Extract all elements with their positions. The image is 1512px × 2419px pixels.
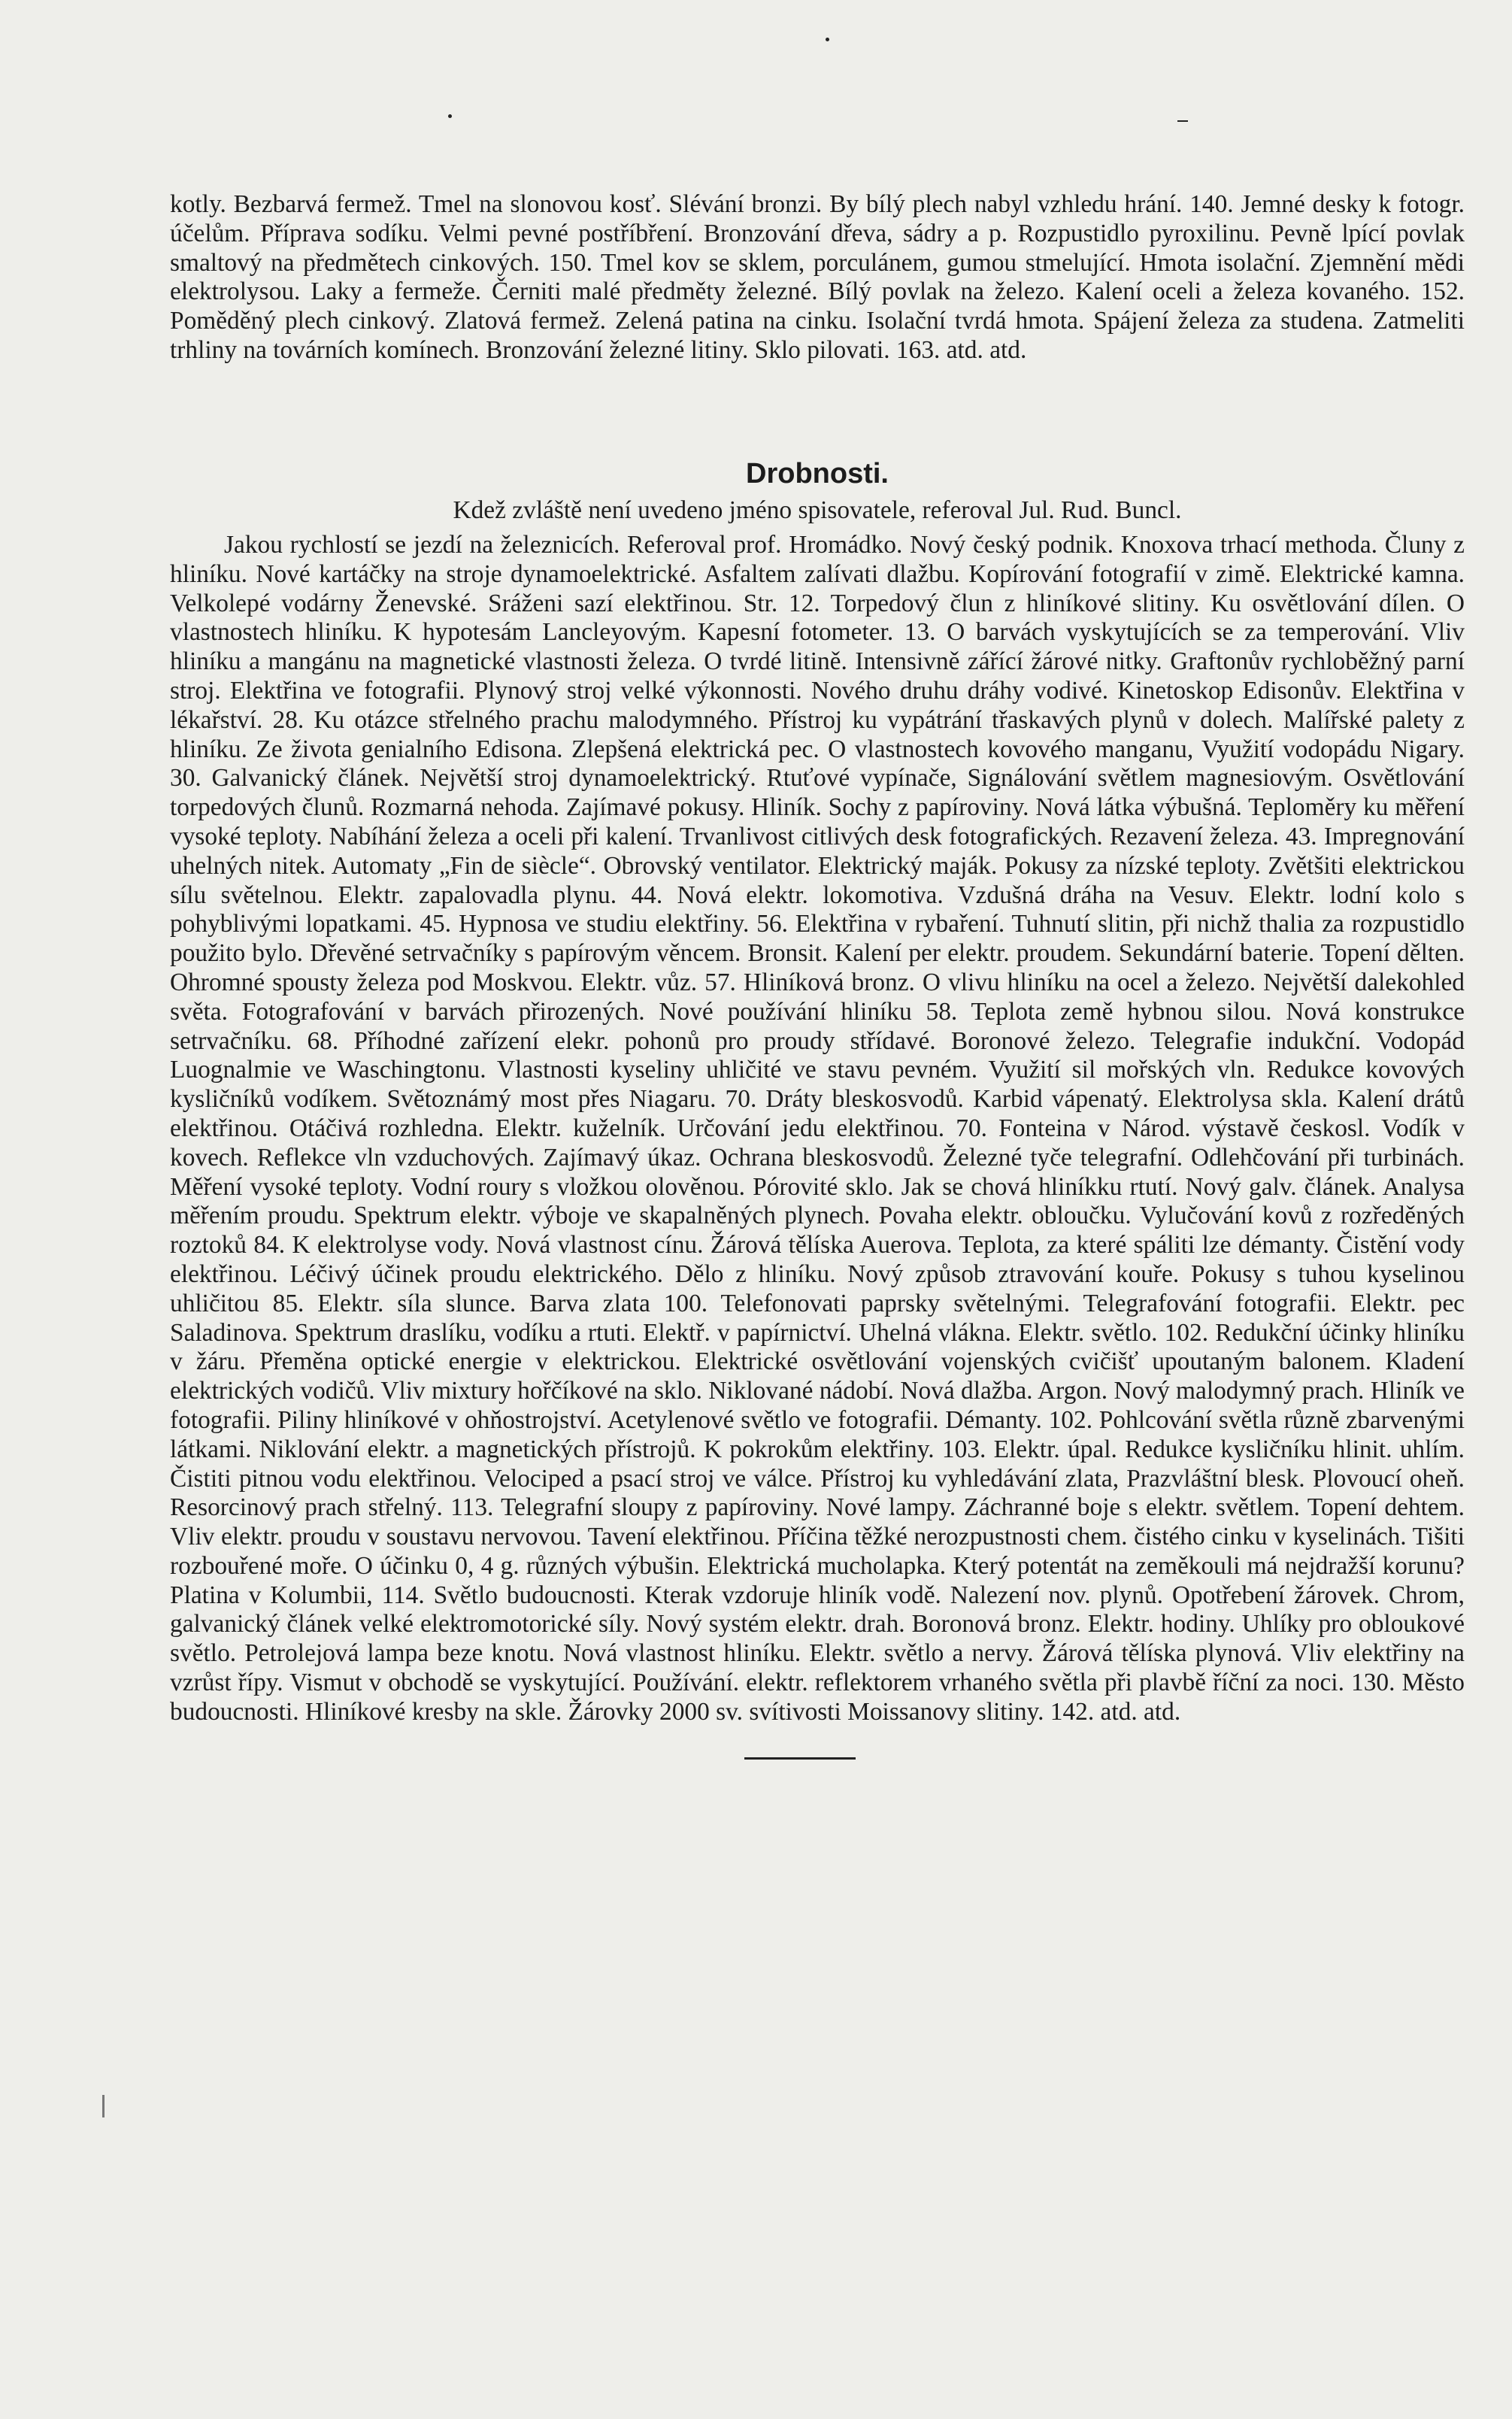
drobnosti-heading-block [170,457,1465,526]
main-paragraph-block [170,531,1465,1727]
scan-speck [448,114,452,118]
scan-speck [1177,120,1188,122]
main-paragraph: Jakou rychlostí se jezdí na železnicích. Referoval prof. Hromádko. Nový český podnik. Knoxova trhací methoda. Čluny z hliníku. Nové kartáčky na stroje dynamoelektrické. Asfaltem zalívati dlažbu. Kopírování fotografií v zimě. Elektrické kamna. Velkolepé vodárny Ženevské. Sráženi sazí elektřinou. Str. 12. Torpedový člun z hliníkové slitiny. Ku osvětlování dílen. O vlastnostech hliníku. K hypotesám Lancleyovým. Kapesní fotometer. 13. O barvách vyskytujících se za temperování. Vliv hliníku a mangánu na magnetické vlastnosti železa. O tvrdé litině. Intensivně zářící žárové nitky. Graftonův rychloběžný parní stroj. Elektřina ve fotografii. Plynový stroj velké výkonnosti. Nového druhu dráhy vodivé. Kinetoskop Edisonův. Elektřina v lékařství. 28. Ku otázce střelného prachu malodymného. Přístroj ku vypátrání třaskavých plynů v dolech. Malířské palety z hliníku. Ze života genialního Edisona. Zlepšená elektrická pec. O vlastnostech kovového manganu, Využití vodopádu Nigary. 30. Galvanický článek. Největší stroj dynamoelektrický. Rtuťové vypínače, Signálování světlem magnesiovým. Osvětlování torpedových člunů. Rozmarná nehoda. Zajímavé pokusy. Hliník. Sochy z papíroviny. Nová látka výbušná. Teploměry ku měření vysoké teploty. Nabíhání železa a oceli při kalení. Trvanlivost citlivých desk fotografických. Rezavení železa. 43. Impregnování uhelných nitek. Automaty „Fin de siècle“. Obrovský ventilator. Elektrický maják. Pokusy za nízské teploty. Zvětšiti elektrickou sílu světelnou. Elektr. zapalovadla plynu. 44. Nová elektr. lokomotiva. Vzdušná dráha na Vesuv. Elektr. lodní kolo s pohyblivými lopatkami. 45. Hypnosa ve studiu elektřiny. 56. Elektřina v rybaření. Tuhnutí slitin, při nichž thalia za rozpustidlo použito bylo. Dřevěné setrvačníky s papírovým věncem. Bronsit. Kalení per elektr. proudem. Sekundární baterie. Topení dělten. Ohromné spousty železa pod Moskvou. Elektr. vůz. 57. Hliníková bronz. O vlivu hliníku na ocel a železo. Největší dalekohled světa. Fotografování v barvách přirozených. Nové používání hliníku 58. Teplota země hybnou silou. Nová konstrukce setrvačníku. 68. Příhodné zařízení elekr. pohonů pro proudy střídavé. Boronové železo. Telegrafie indukční. Vodopád Luognalmie ve Waschingtonu. Vlastnosti kyseliny uhličité ve stavu pevném. Využití sil mořských vln. Redukce kovových kysličníků vodíkem. Světoznámý most přes Niagaru. 70. Dráty bleskosvodů. Karbid vápenatý. Elektrolysa skla. Kalení drátů elektřinou. Otáčivá rozhledna. Elektr. kuželník. Určování jedu elektřinou. 70. Fonteina v Národ. výstavě českosl. Vodík v kovech. Reflekce vln vzduchových. Zajímavý úkaz. Ochrana bleskosvodů. Železné tyče telegrafní. Odlehčování při turbinách. Měření vysoké teploty. Vodní roury s vložkou olověnou. Pórovité sklo. Jak se chová hliníkku rtutí. Nový galv. článek. Analysa měřením proudu. Spektrum elektr. výboje ve skapalněných plynech. Povaha elektr. obloučku. Vylučování kovů z rozředěných roztoků 84. K elektrolyse vody. Nová vlastnost cínu. Žárová tělíska Auerova. Teplota, za které spáliti lze démanty. Čistění vody elektřinou. Léčivý účinek proudu elektrického. Dělo z hliníku. Nový způsob ztravování kouře. Pokusy s tuhou kyselinou uhličitou 85. Elektr. síla slunce. Barva zlata 100. Telefonovati paprsky světelnými. Telegrafování fotografii. Elektr. pec Saladinova. Spektrum draslíku, vodíku a rtuti. Elektř. v papírnictví. Uhelná vlákna. Elektr. světlo. 102. Redukční účinky hliníku v žáru. Přeměna optické energie v elektrickou. Elektrické osvětlování vojenských cvičišť upoutaným balonem. Kladení elektrických vodičů. Vliv mixtury hořčíkové na sklo. Niklované nádobí. Nová dlažba. Argon. Nový malodymný prach. Hliník ve fotografii. Piliny hliníkové v ohňostrojství. Acetylenové světlo ve fotografii. Démanty. 102. Pohlcování světla různě zbarvenými látkami. Niklování elektr. a magnetických přístrojů. K pokrokům elektřiny. 103. Elektr. úpal. Redukce kysličníku hlinit. uhlím. Čistiti pitnou vodu elektřinou. Velociped a psací stroj ve válce. Přístroj ku vyhledávání zlata, Prazvláštní blesk. Plovoucí oheň. Resorcinový prach střelný. 113. Telegrafní sloupy z papíroviny. Nové lampy. Záchranné boje s elektr. světlem. Topení dehtem. Vliv elektr. proudu v soustavu nervovou. Tavení elektřinou. Příčina těžké nerozpustnosti chem. čistého cinku v kyselinách. Tišiti rozbouřené moře. O účinku 0, 4 g. různých výbušin. Elektrická mucholapka. Který potentát na zeměkouli má nejdražší korunu? Platina v Kolumbii, 114. Světlo budoucnosti. Kterak vzdoruje hliník vodě. Nalezení nov. plynů. Opotřebení žárovek. Chrom, galvanický článek velké elektromotorické síly. Nový systém elektr. drah. Boronová bronz. Elektr. hodiny. Uhlíky pro obloukové světlo. Petrolejová lampa beze knotu. Nová vlastnost hliníku. Elektr. světlo a nervy. Žárová tělíska plynová. Vliv elektřiny na vzrůst řípy. Vismut v obchodě se vyskytující. Používání. elektr. reflektorem vrhaného světla při plavbě říční za noci. 130. Město budoucnosti. Hliníkové kresby na skle. Žárovky 2000 sv. svítivosti Moissanovy slitiny. 142. atd. atd. [170,531,1465,1726]
top-paragraph-block [170,190,1465,365]
section-title: Drobnosti. [746,458,889,490]
scan-speck [102,2095,105,2117]
section-divider [744,1757,856,1760]
top-paragraph: kotly. Bezbarvá fermež. Tmel na slonovou kosť. Slévání bronzi. By bílý plech nabyl vzhledu hrání. 140. Jemné desky k fotogr. účelům. Příprava sodíku. Velmi pevné postříbření. Bronzování dřeva, sádry a p. Rozpustidlo pyroxilinu. Pevně lpící povlak smaltový na předmětech cinkových. 150. Tmel kov se sklem, porculánem, gumou stmelující. Hmota isolační. Zjemnění mědi elektrolysou. Laky a fermeže. Černiti malé předměty železné. Bílý povlak na železo. Kalení oceli a železa kovaného. 152. Poměděný plech cinkový. Zlatová fermež. Zelená patina na cinku. Isolační tvrdá hmota. Spájení železa za studena. Zatmeliti trhliny na továrních komínech. Bronzování železné litiny. Sklo pilovati. 163. atd. atd. [170,190,1465,364]
authors-note: Kdež zvláště není uvedeno jméno spisovatele, referoval Jul. Rud. Buncl. [453,496,1182,524]
scan-speck [826,38,829,41]
